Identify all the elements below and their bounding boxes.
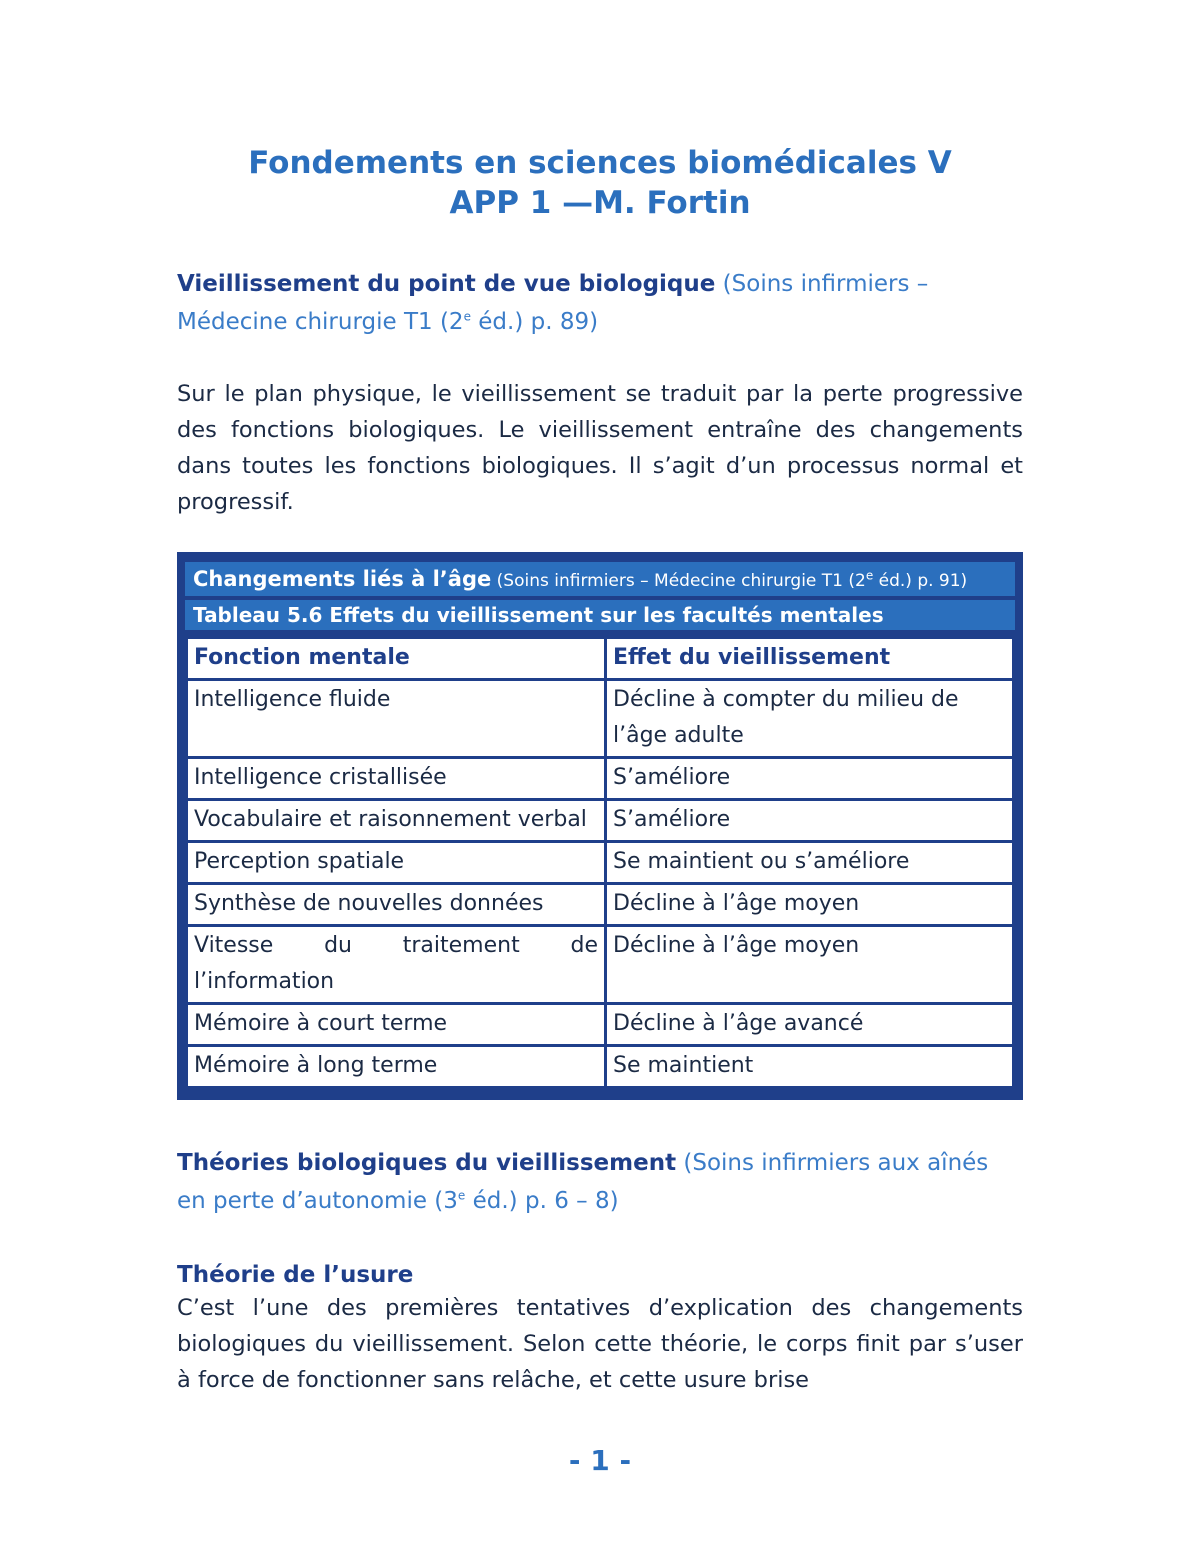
section-reference: (Soins infirmiers aux aînés en perte d’autonomie (3e éd.) p. 6 – 8) [177, 1150, 989, 1214]
section-heading-text: Vieillissement du point de vue biologique [177, 271, 716, 297]
section-heading-text: Théories biologiques du vieillissement [177, 1150, 677, 1176]
table-row [187, 680, 1014, 758]
paragraph-physical-aging: Sur le plan physique, le vieillissement se traduit par la perte progressive des fonctions biologiques. Le vieillissement entraîne des changements dans toutes les fonctions biologiques. Il s’agit d’un processus normal et progressif. [177, 381, 1023, 515]
table-cell: S’améliore [606, 758, 1014, 800]
table-cell: Se maintient ou s’améliore [606, 842, 1014, 884]
table-cell: Intelligence cristallisée [187, 758, 606, 800]
column-header-function: Fonction mentale [187, 638, 606, 680]
table-cell: Mémoire à long terme [187, 1046, 606, 1088]
table-grid [185, 636, 1015, 1089]
table-row [187, 1046, 1014, 1088]
section-heading-biological-theories [177, 1144, 1023, 1220]
table-cell: Décline à l’âge moyen [606, 884, 1014, 926]
table-cell: Décline à l’âge moyen [606, 926, 1014, 1004]
section-heading-biological-aging [177, 265, 1023, 341]
table-cell: Vocabulaire et raisonnement verbal [187, 800, 606, 842]
mental-faculties-table [177, 552, 1023, 1100]
section-reference: (Soins infirmiers – Médecine chirurgie T1 (2e éd.) p. 89) [177, 271, 929, 335]
table-row [187, 926, 1014, 1004]
page-number: - 1 - [568, 1444, 632, 1477]
document-title-line1: Fondements en sciences biomédicales V [248, 145, 952, 181]
table-row [187, 758, 1014, 800]
table-cell: Mémoire à court terme [187, 1004, 606, 1046]
column-header-effect: Effet du vieillissement [606, 638, 1014, 680]
table-cell: Décline à l’âge avancé [606, 1004, 1014, 1046]
table-cell: Intelligence fluide [187, 680, 606, 758]
document-title-line2: APP 1 —M. Fortin [449, 185, 751, 221]
table-cell: Vitesse du traitement de l’information [187, 926, 606, 1004]
table-row [187, 800, 1014, 842]
table-subtitle: Tableau 5.6 Effets du vieillissement sur les facultés mentales [185, 600, 1015, 630]
table-caption: Changements liés à l’âge (Soins infirmiers – Médecine chirurgie T1 (2e éd.) p. 91) [185, 562, 1015, 596]
table-cell: S’améliore [606, 800, 1014, 842]
table-cell: Se maintient [606, 1046, 1014, 1088]
table-row [187, 884, 1014, 926]
table-cell: Décline à compter du milieu de l’âge adulte [606, 680, 1014, 758]
table-cell: Synthèse de nouvelles données [187, 884, 606, 926]
table-header-row [187, 638, 1014, 680]
table-row [187, 1004, 1014, 1046]
subheading-wear-theory: Théorie de l’usure [177, 1262, 414, 1288]
paragraph-wear-theory: C’est l’une des premières tentatives d’explication des changements biologiques du vieillissement. Selon cette théorie, le corps finit par s’user à force de fonctionner sans relâche, et cette usure brise [177, 1295, 1023, 1393]
table-cell: Perception spatiale [187, 842, 606, 884]
table-row [187, 842, 1014, 884]
